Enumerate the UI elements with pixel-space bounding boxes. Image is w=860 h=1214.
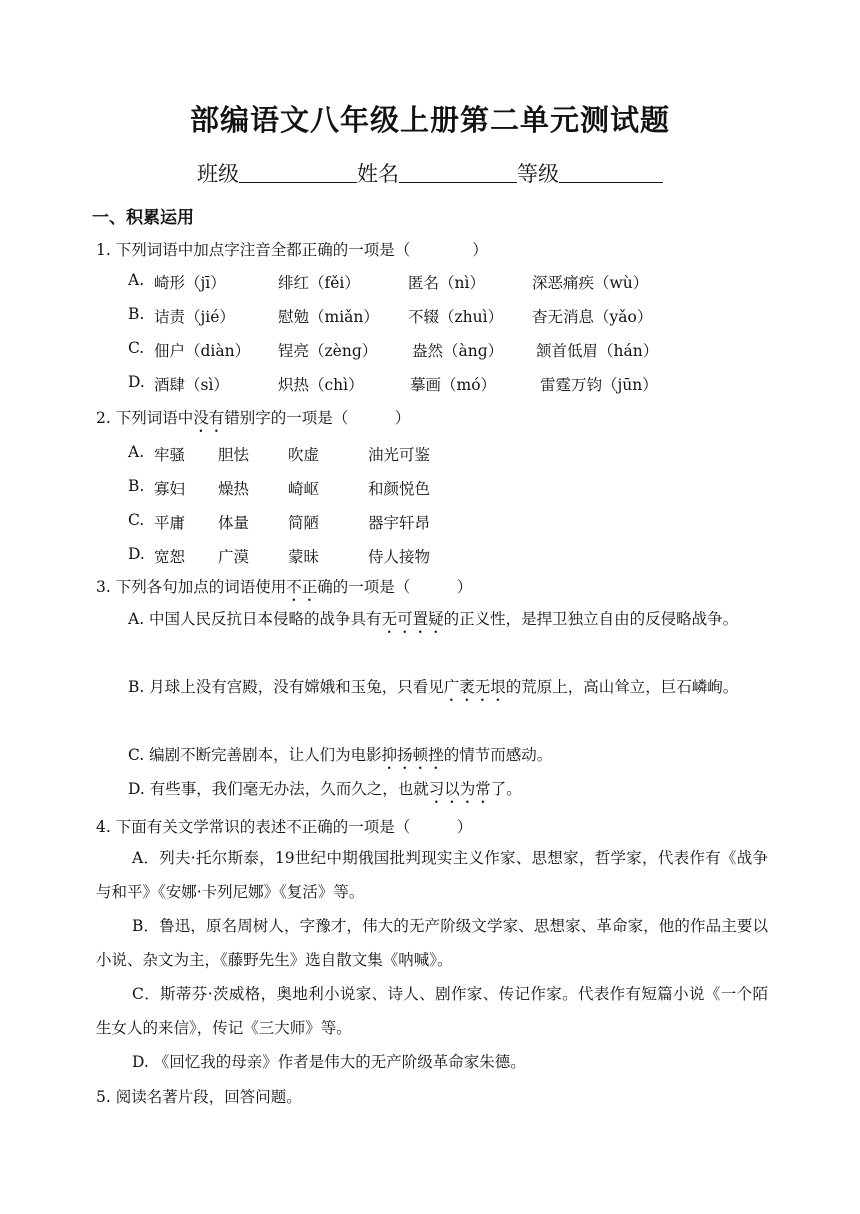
question-3-option-a — [96, 602, 768, 637]
page-title: 部编语文八年级上册第二单元测试题 — [189, 103, 670, 137]
option-word: 蒙昧 — [288, 548, 320, 566]
emphasized-text: 抑扬顿挫 — [381, 746, 444, 764]
option-text: D. 有些事，我们毫无办法，久而久之，也就 — [128, 780, 429, 798]
option-word: 锃亮（zènɡ） — [278, 342, 378, 360]
question-1-stem: 1. 下列词语中加点字注音全都正确的一项是（ ） — [96, 241, 488, 259]
question-4-option-b: B．鲁迅，原名周树人，字豫才，伟大的无产阶级文学家、思想家、革命家，他的作品主要以小说、杂文为主，《藤野先生》选自散文集《呐喊》。 — [96, 917, 768, 969]
option-word: 胆怯 — [218, 446, 250, 464]
option-word: 绯红（fěi） — [278, 274, 360, 292]
option-word: 宽恕 — [154, 548, 186, 566]
option-text: C. 编剧不断完善剧本，让人们为电影 — [128, 746, 382, 764]
option-word: 器宇轩昂 — [368, 514, 431, 532]
option-letter: D. — [128, 545, 145, 563]
option-text: 的情节而感动。 — [443, 746, 553, 764]
option-word: 崎形（jī） — [154, 274, 226, 292]
stem-text: 确的一项是（ ） — [317, 578, 473, 596]
class-label: 班级 — [197, 162, 239, 186]
option-letter: A. — [128, 443, 145, 461]
student-info-line — [0, 158, 860, 188]
option-text: B. 月球上没有宫殿，没有嫦娥和玉兔，只看见 — [128, 678, 444, 696]
grade-blank[interactable] — [559, 160, 663, 183]
option-word: 慰勉（miǎn） — [278, 308, 379, 326]
emphasized-text: 没有 — [193, 409, 225, 427]
question-4-option-a: A．列夫·托尔斯泰，19世纪中期俄国批判现实主义作家、思想家，哲学家，代表作有《战争与和平》《安娜·卡列尼娜》《复活》等。 — [96, 849, 768, 901]
option-word: 盎然（ànɡ） — [412, 342, 504, 360]
question-3-stem — [96, 575, 472, 605]
option-word: 燥热 — [218, 480, 250, 498]
option-word: 简陋 — [288, 514, 320, 532]
question-2-stem — [96, 406, 410, 436]
option-word: 崎岖 — [288, 480, 320, 498]
stem-text: 3. 下列各句加点的词语使用 — [96, 578, 287, 596]
emphasized-text: 习以为常 — [428, 780, 491, 798]
option-word: 颔首低眉（hán） — [536, 342, 659, 360]
option-word: 酒肆（sì） — [154, 376, 229, 394]
option-text: 了。 — [490, 780, 522, 798]
class-blank[interactable] — [239, 160, 357, 183]
emphasized-text: 不正 — [286, 578, 318, 596]
option-word: 平庸 — [154, 514, 186, 532]
option-letter: D. — [128, 373, 145, 391]
option-word: 摹画（mó） — [410, 376, 497, 394]
question-3-option-c — [96, 738, 768, 773]
option-word: 和颜悦色 — [368, 480, 431, 498]
option-word: 体量 — [218, 514, 250, 532]
option-letter: C. — [128, 511, 145, 529]
option-word: 诘责（jié） — [154, 308, 235, 326]
option-word: 炽热（chì） — [278, 376, 364, 394]
option-word: 广漠 — [218, 548, 250, 566]
question-4-option-d: D. 《回忆我的母亲》作者是伟大的无产阶级革命家朱德。 — [132, 1053, 526, 1071]
stem-text: 2. 下列词语中 — [96, 409, 194, 427]
option-text: 的荒原上，高山耸立，巨石嶙峋。 — [505, 678, 739, 696]
option-text: A. 中国人民反抗日本侵略的战争具有 — [128, 610, 382, 628]
option-word: 牢骚 — [154, 446, 186, 464]
option-word: 匿名（nì） — [408, 274, 485, 292]
question-5-stem: 5. 阅读名著片段，回答问题。 — [96, 1088, 302, 1106]
question-4-stem: 4. 下面有关文学常识的表述不正确的一项是（ ） — [96, 818, 473, 836]
section-heading: 一、积累运用 — [92, 208, 194, 228]
option-word: 侍人接物 — [368, 548, 431, 566]
option-letter: C. — [128, 339, 145, 357]
option-letter: B. — [128, 477, 145, 495]
grade-label: 等级 — [517, 162, 559, 186]
option-word: 杳无消息（yǎo） — [532, 308, 653, 326]
option-word: 佃户（diàn） — [154, 342, 251, 360]
question-3-option-d — [96, 772, 768, 807]
name-blank[interactable] — [399, 160, 517, 183]
stem-text: 错别字的一项是（ ） — [224, 409, 411, 427]
question-4-option-c: C．斯蒂芬·茨威格，奥地利小说家、诗人、剧作家、传记作家。代表作有短篇小说《一个陌生女人的来信》，传记《三大师》等。 — [96, 985, 768, 1037]
emphasized-text: 广袤无垠 — [443, 678, 506, 696]
name-label: 姓名 — [357, 162, 399, 186]
option-word: 油光可鉴 — [368, 446, 431, 464]
question-3-option-b — [96, 670, 768, 705]
option-letter: A. — [128, 271, 145, 289]
option-word: 深恶痛疾（wù） — [532, 274, 649, 292]
option-word: 不辍（zhuì） — [408, 308, 504, 326]
option-letter: B. — [128, 305, 145, 323]
option-text: 的正义性，是捍卫独立自由的反侵略战争。 — [443, 610, 739, 628]
option-word: 吹虚 — [288, 446, 320, 464]
emphasized-text: 无可置疑 — [381, 610, 444, 628]
option-word: 寡妇 — [154, 480, 186, 498]
option-word: 雷霆万钧（jūn） — [540, 376, 658, 394]
